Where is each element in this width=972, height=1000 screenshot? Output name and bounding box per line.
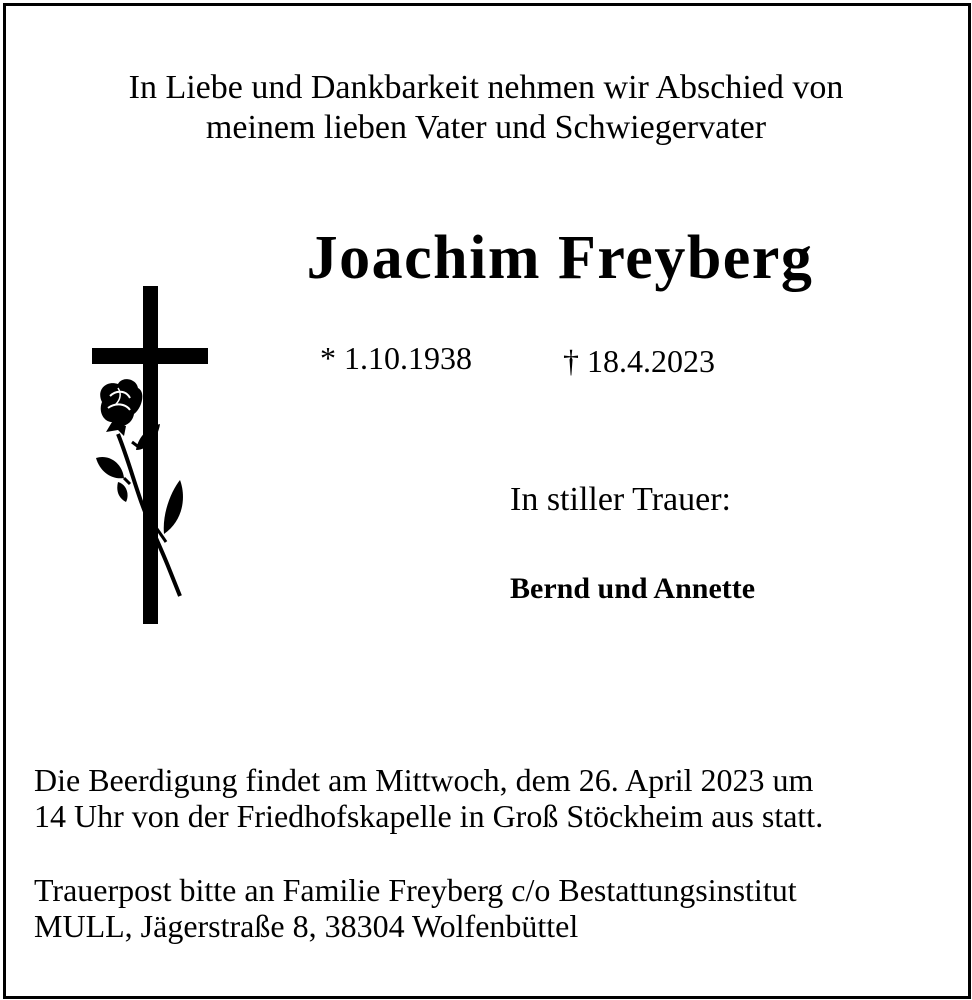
intro-text xyxy=(0,68,972,148)
funeral-line-1: Die Beerdigung findet am Mittwoch, dem 26. April 2023 um xyxy=(34,762,814,798)
condolence-address xyxy=(34,872,797,944)
cross-icon xyxy=(92,286,208,624)
rose-icon xyxy=(96,379,183,596)
funeral-line-2: 14 Uhr von der Friedhofskapelle in Groß Stöckheim aus statt. xyxy=(34,798,824,834)
intro-line-2: meinem lieben Vater und Schwiegervater xyxy=(205,109,767,146)
death-date: † 18.4.2023 xyxy=(563,343,715,379)
family-names: Bernd und Annette xyxy=(510,572,756,605)
mourning-heading: In stiller Trauer: xyxy=(510,481,731,518)
cross-with-rose xyxy=(88,284,214,630)
funeral-info xyxy=(34,762,823,834)
birth-date: * 1.10.1938 xyxy=(320,340,472,376)
post-line-2: MULL, Jägerstraße 8, 38304 Wolfenbüttel xyxy=(34,908,579,944)
deceased-name: Joachim Freyberg xyxy=(306,224,814,292)
post-line-1: Trauerpost bitte an Familie Freyberg c/o Bestattungsinstitut xyxy=(34,872,797,908)
intro-line-1: In Liebe und Dankbarkeit nehmen wir Abschied von xyxy=(128,69,844,106)
